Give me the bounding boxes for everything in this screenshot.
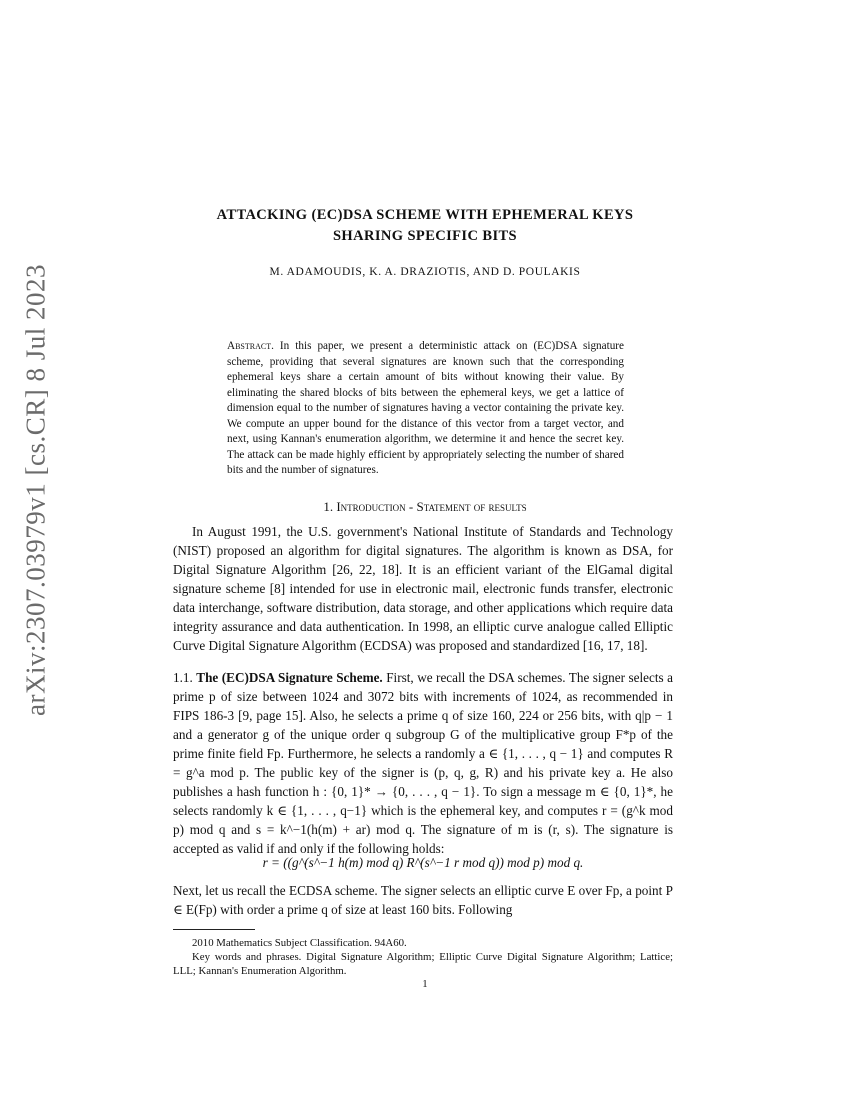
subsection-paragraph: [173, 668, 673, 858]
intro-paragraph: [173, 522, 673, 655]
abstract-text: In this paper, we present a deterministic attack on (EC)DSA signature scheme, providing that several signatures are known such that the corresponding ephemeral keys share a certain amount of bits without knowing their value. By eliminating the shared blocks of bits between the ephemeral keys, we get a lattice of dimension equal to the number of signatures having a vector containing the private key. We compute an upper bound for the distance of this vector from a target vector, and next, using Kannan's enumeration algorithm, we determine it and hence the secret key. The attack can be made highly efficient by appropriately selecting the number of shared bits and the number of signatures.: [227, 340, 625, 476]
subsection-text: First, we recall the DSA schemes. The signer selects a prime p of size between 1024 and 3072 bits with increments of 1024, as recommended in FIPS 186-3 [9, page 15]. Also, he selects a prime q of size 160, 224 or 256 bits, with q|p − 1 and a generator g of the unique order q subgroup G of the multiplicative group F*p of the prime finite field Fp. Furthermore, he selects a randomly a ∈ {1, . . . , q − 1} and computes R = g^a mod p. The public key of the signer is (p, q, g, R) and his private key a. He also publishes a hash function h : {0, 1}* → {0, . . . , q − 1}. To sign a message m ∈ {0, 1}*, he selects randomly k ∈ {1, . . . , q−1} which is the ephemeral key, and computes r = (g^k mod p) mod q and s = k^−1(h(m) + ar) mod q. The signature of m is (r, s). The signature is accepted as valid if and only if the following holds:: [173, 670, 674, 856]
abstract: [227, 339, 624, 479]
footnote-keywords: Key words and phrases. Digital Signature Algorithm; Elliptic Curve Digital Signature Algorithm; Lattice; LLL; Kannan's Enumeration Algorithm.: [173, 951, 673, 977]
footnotes: [173, 936, 673, 978]
verification-equation: r = ((g^(s^−1 h(m) mod q) R^(s^−1 r mod q)) mod p) mod q.: [262, 855, 584, 870]
section-heading: [150, 499, 700, 515]
arxiv-identifier: [8, 264, 64, 716]
subsection-title: The (EC)DSA Signature Scheme.: [196, 670, 383, 685]
title-line: SHARING SPECIFIC BITS: [332, 228, 518, 244]
abstract-label: Abstract.: [227, 340, 274, 352]
subsection-number: 1.1.: [173, 670, 193, 685]
ecdsa-paragraph: [173, 881, 673, 919]
intro-text: In August 1991, the U.S. government's National Institute of Standards and Technology (NIST) proposed an algorithm for digital signatures. The algorithm is known as DSA, for Digital Signature Algorithm [26, 22, 18]. It is an efficient variant of the ElGamal digital signature scheme [8] intended for use in electronic mail, electronic funds transfer, electronic data interchange, software distribution, data storage, and other applications which require data integrity assurance and data authentication. In 1998, an elliptic curve analogue called Elliptic Curve Digital Signature Algorithm (ECDSA) was proposed and standardized [16, 17, 18].: [173, 524, 673, 653]
paper-title: [150, 205, 700, 247]
footnote-msc: 2010 Mathematics Subject Classification. 94A60.: [192, 937, 407, 949]
footnote-divider: [173, 929, 255, 930]
title-line: ATTACKING (EC)DSA SCHEME WITH EPHEMERAL KEYS: [216, 207, 634, 223]
arxiv-identifier-text: arXiv:2307.03979v1 [cs.CR] 8 Jul 2023: [20, 264, 51, 716]
authors: M. ADAMOUDIS, K. A. DRAZIOTIS, AND D. POULAKIS: [269, 266, 581, 278]
ecdsa-text: Next, let us recall the ECDSA scheme. The signer selects an elliptic curve E over Fp, a point P ∈ E(Fp) with order a prime q of size at least 160 bits. Following: [173, 883, 673, 917]
section-number: 1.: [323, 499, 334, 514]
page-number: 1: [422, 978, 428, 990]
section-title: Introduction - Statement of results: [336, 499, 527, 514]
